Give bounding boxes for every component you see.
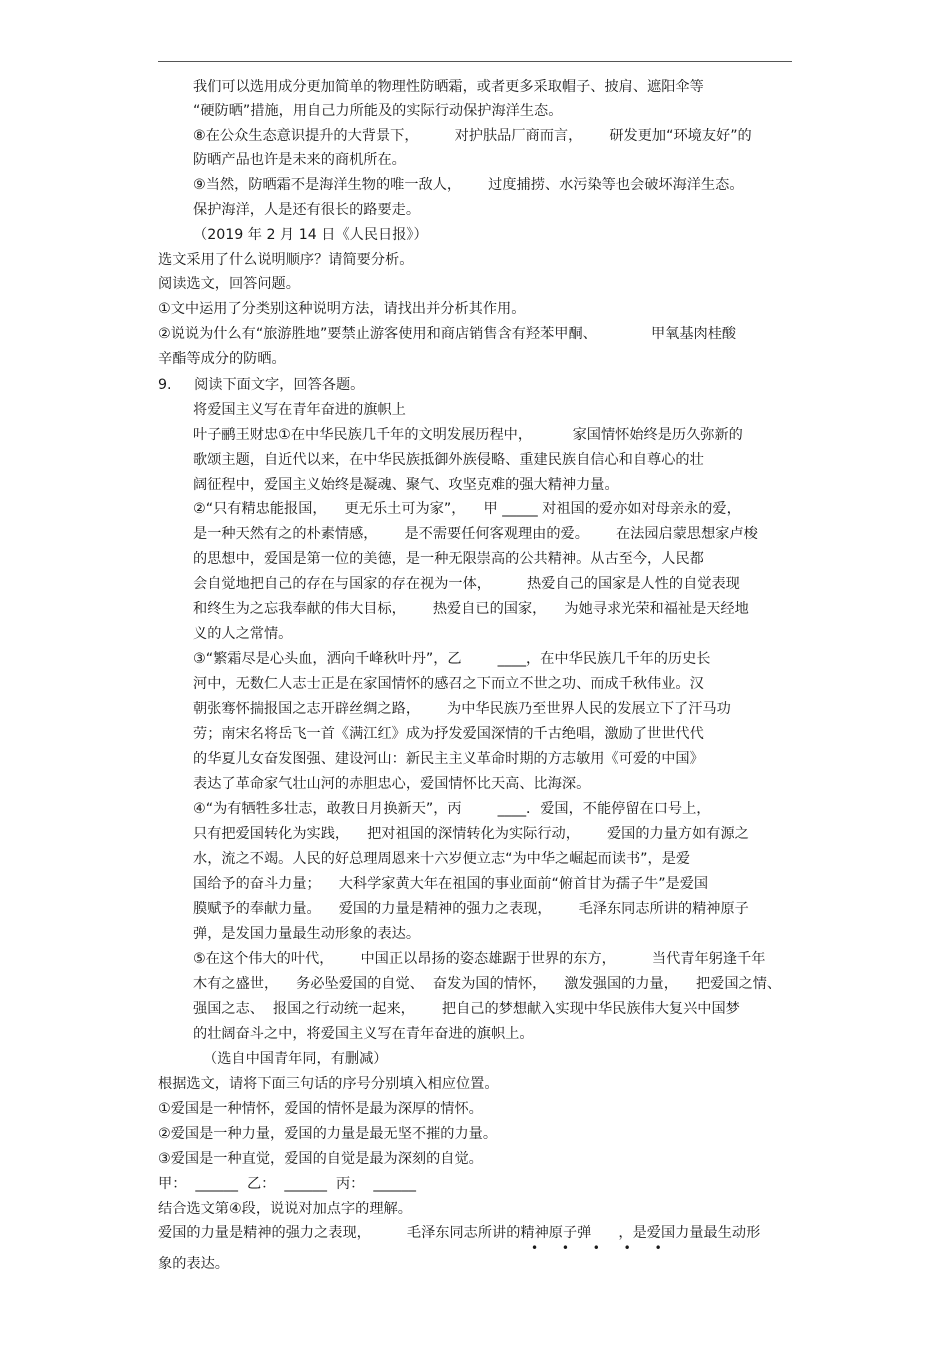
text-line: 国给予的奋斗力量； 大科学家黄大年在祖国的事业面前“俯首甘为孺子牛”是爱国 [193,876,709,892]
answer-blanks: 甲： ______ 乙： ______ 丙： ______ [158,1176,416,1192]
text-line: 叶子鹂王财忠①在中华民族几千年的文明发展历程中， 家国情怀始终是历久弥新的 [193,427,743,443]
text-line: 保护海洋，人是还有很长的路要走。 [193,202,421,218]
emphasis-dots: • • • • • [531,1241,672,1255]
question-text: 辛酯等成分的防晒。 [158,351,286,367]
question-number: 9. 阅读下面文字，回答各题。 [158,377,365,393]
question-text: 根据选文，请将下面三句话的序号分别填入相应位置。 [158,1076,499,1092]
text-line: ⑨当然，防晒霜不是海洋生物的唯一敌人， 过度捕捞、水污染等也会破坏海洋生态。 [193,177,744,193]
text-line: 劳；南宋名将岳飞一首《满江红》成为抒发爱国深情的千古绝唱，激励了世世代代 [193,726,704,742]
text-line: 和终生为之忘我奉献的伟大目标， 热爱自已的国家， 为她寻求光荣和福祉是天经地 [193,601,749,617]
text-line: 膜赋予的奉献力量。 爱国的力量是精神的强力之表现， 毛泽东同志所讲的精神原子 [193,901,749,917]
option-item: ①爱国是一种情怀，爱国的情怀是最为深厚的情怀。 [158,1101,483,1117]
question-text: 象的表达。 [158,1256,229,1272]
text-line: ④“为有牺牲多壮志，敢教日月换新天”，丙 ____．爱国，不能停留在口号上， [193,801,711,817]
text-line: 义的人之常情。 [193,626,293,642]
text-line: ③“繁霜尽是心头血，洒向千峰秋叶丹”，乙 ____，在中华民族几千年的历史长 [193,651,711,667]
source-citation: （选自中国青年同，有删减） [203,1051,388,1067]
question-text: 结合选文第④段，说说对加点字的理解。 [158,1201,412,1217]
text-line: 是一种天然有之的朴素情感， 是不需要任何客观理由的爱。 在法园启蒙思想家卢梭 [193,526,758,542]
text-line: 朝张骞怀揣报国之志开辟丝绸之路， 为中华民族乃至世界人民的发展立下了汗马功 [193,701,731,717]
question-text: 爱国的力量是精神的强力之表现， 毛泽东同志所讲的精神原子弹 ，是爱国力量最生动形 [158,1225,761,1241]
text-line: 我们可以选用成分更加简单的物理性防晒霜，或者更多采取帽子、披肩、遮阳伞等 [193,79,704,95]
text-line: 会自觉地把自己的存在与国家的存在视为一体， 热爱自己的国家是人性的自觉表现 [193,576,740,592]
text-line: 阔征程中，爱国主义始终是凝魂、聚气、攻坚克难的强大精神力量。 [193,477,619,493]
header-rule [158,61,792,62]
text-line: 只有把爱国转化为实践， 把对祖国的深情转化为实际行动， 爱国的力量方如有源之 [193,826,749,842]
question-text: ①文中运用了分类别这种说明方法，请找出并分析其作用。 [158,301,526,317]
text-line: 弹，是发国力量最生动形象的表达。 [193,926,421,942]
question-text: 阅读选文，回答问题。 [158,276,300,292]
text-line: 防晒产品也许是未来的商机所在。 [193,152,406,168]
question-text: ②说说为什么有“旅游胜地”要禁止游客使用和商店销售含有羟苯甲酮、 甲氧基肉桂酸 [158,326,737,342]
source-citation: （2019 年 2 月 14 日《人民日报》） [193,227,428,243]
text-line: ⑤在这个伟大的叶代， 中国正以昂扬的姿态雄踞于世界的东方， 当代青年躬逢千年 [193,951,766,967]
passage-title: 将爱国主义写在青年奋进的旗帜上 [193,402,406,418]
text-line: 表达了革命家气壮山河的赤胆忠心，爱国情怀比天高、比海深。 [193,776,591,792]
text-line: 的思想中，爱国是第一位的美德，是一种无限崇高的公共精神。从古至今，人民都 [193,551,704,567]
text-line: ⑧在公众生态意识提升的大背景下， 对护肤品厂商而言， 研发更加“环境友好”的 [193,128,752,144]
text-line: 河中，无数仁人志士正是在家国情怀的感召之下而立不世之功、而成千秋伟业。汉 [193,676,704,692]
question-text: 选文采用了什么说明顺序？请简要分析。 [158,252,414,268]
text-line: 水，流之不竭。人民的好总理周恩来十六岁便立志“为中华之崛起而读书”，是爱 [193,851,691,867]
text-line: 的华夏儿女奋发图强、建设河山：新民主主义革命时期的方志敏用《可爱的中国》 [193,751,704,767]
text-line: ②“只有精忠能报国， 更无乐土可为家”， 甲 _____ 对祖国的爱亦如对母亲永的爱， [193,501,741,517]
text-line: 歌颂主题，自近代以来，在中华民族抵御外族侵略、重建民族自信心和自尊心的壮 [193,452,704,468]
text-line: 的壮阔奋斗之中，将爱国主义写在青年奋进的旗帜上。 [193,1026,534,1042]
option-item: ②爱国是一种力量，爱国的力量是最无坚不摧的力量。 [158,1126,498,1142]
text-line: 木有之盛世， 务必坠爱国的自觉、 奋发为国的情怀， 激发强国的力量， 把爱国之情、 [193,976,782,992]
option-item: ③爱国是一种直觉，爱国的自觉是最为深刻的自觉。 [158,1151,483,1167]
text-line: “硬防晒”措施，用自己力所能及的实际行动保护海洋生态。 [193,103,563,119]
text-line: 强国之志、 报国之行动统一起来， 把自己的梦想献入实现中华民族伟大复兴中国梦 [193,1001,740,1017]
